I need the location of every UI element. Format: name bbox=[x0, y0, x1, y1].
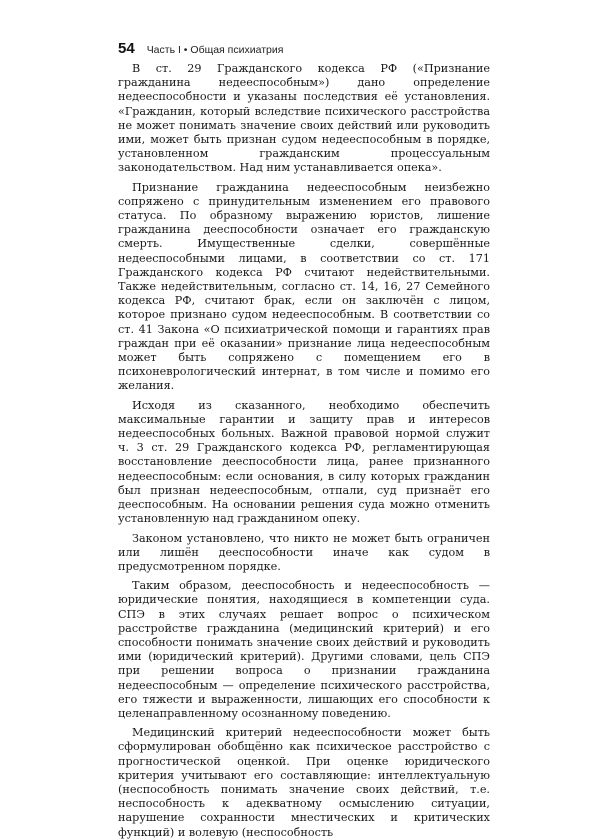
body-text bbox=[118, 62, 490, 840]
paragraph: Таким образом, дееспособность и недееспособность — юридические понятия, находящиеся в компетенции суда. СПЭ в этих случаях решает вопрос о психическом расстройстве гражданина (медицинский критерий) и его способности понимать значение своих действий и руководить ими (юридический критерий). Другими словами, цель СПЭ при решении вопроса о признании гражданина недееспособным — определение психического расстройства, его тяжести и выраженности, лишающих его способности к целенаправленному осознанному поведению. bbox=[118, 579, 490, 720]
page-header bbox=[118, 40, 498, 62]
paragraph: В ст. 29 Гражданского кодекса РФ («Признание гражданина недееспособным») дано определение недееспособности и указаны последствия её установления. «Гражданин, который вследствие психического расстройства не может понимать значение своих действий или руководить ими, может быть признан судом недееспособным в порядке, установленном гражданским процессуальным законодательством. Над ним устанавливается опека». bbox=[118, 62, 490, 175]
paragraph: Исходя из сказанного, необходимо обеспечить максимальные гарантии и защиту прав и интересов недееспособных больных. Важной правовой нормой служит ч. 3 ст. 29 Гражданского кодекса РФ, регламентирующая восстановление дееспособности лица, ранее признанного недееспособным: если основания, в силу которых гражданин был признан недееспособным, отпали, суд признаёт его дееспособным. На основании решения суда можно отменить установленную над гражданином опеку. bbox=[118, 398, 490, 526]
running-head: Часть I • Общая психиатрия bbox=[146, 44, 284, 56]
paragraph: Признание гражданина недееспособным неизбежно сопряжено с принудительным изменением его правового статуса. По образному выражению юристов, лишение гражданина дееспособности означает его гражданскую смерть. Имущественные сделки, совершённые недееспособными лицами, в соответствии со ст. 171 Гражданского кодекса РФ считают недействительными. Также недействительным, согласно ст. 14, 16, 27 Семейного кодекса РФ, считают брак, если он заключён с лицом, которое признано судом недееспособным. В соответствии со ст. 41 Закона «О психиатрической помощи и гарантиях прав граждан при её оказании» признание лица недееспособным может быть сопряжено с помещением его в психоневрологический интернат, в том числе и помимо его желания. bbox=[118, 180, 490, 393]
paragraph: Законом установлено, что никто не может быть ограничен или лишён дееспособности иначе как судом в предусмотренном порядке. bbox=[118, 531, 490, 573]
paragraph: Медицинский критерий недееспособности может быть сформулирован обобщённо как психическое расстройство с прогностической оценкой. При оценке юридического критерия учитывают его составляющие: интеллектуальную (неспособность понимать значение своих действий, т.е. неспособность к адекватному осмыслению ситуации, нарушение сохранности мнестических и критических функций) и волевую (неспособность bbox=[118, 726, 490, 839]
page-number: 54 bbox=[118, 40, 135, 57]
